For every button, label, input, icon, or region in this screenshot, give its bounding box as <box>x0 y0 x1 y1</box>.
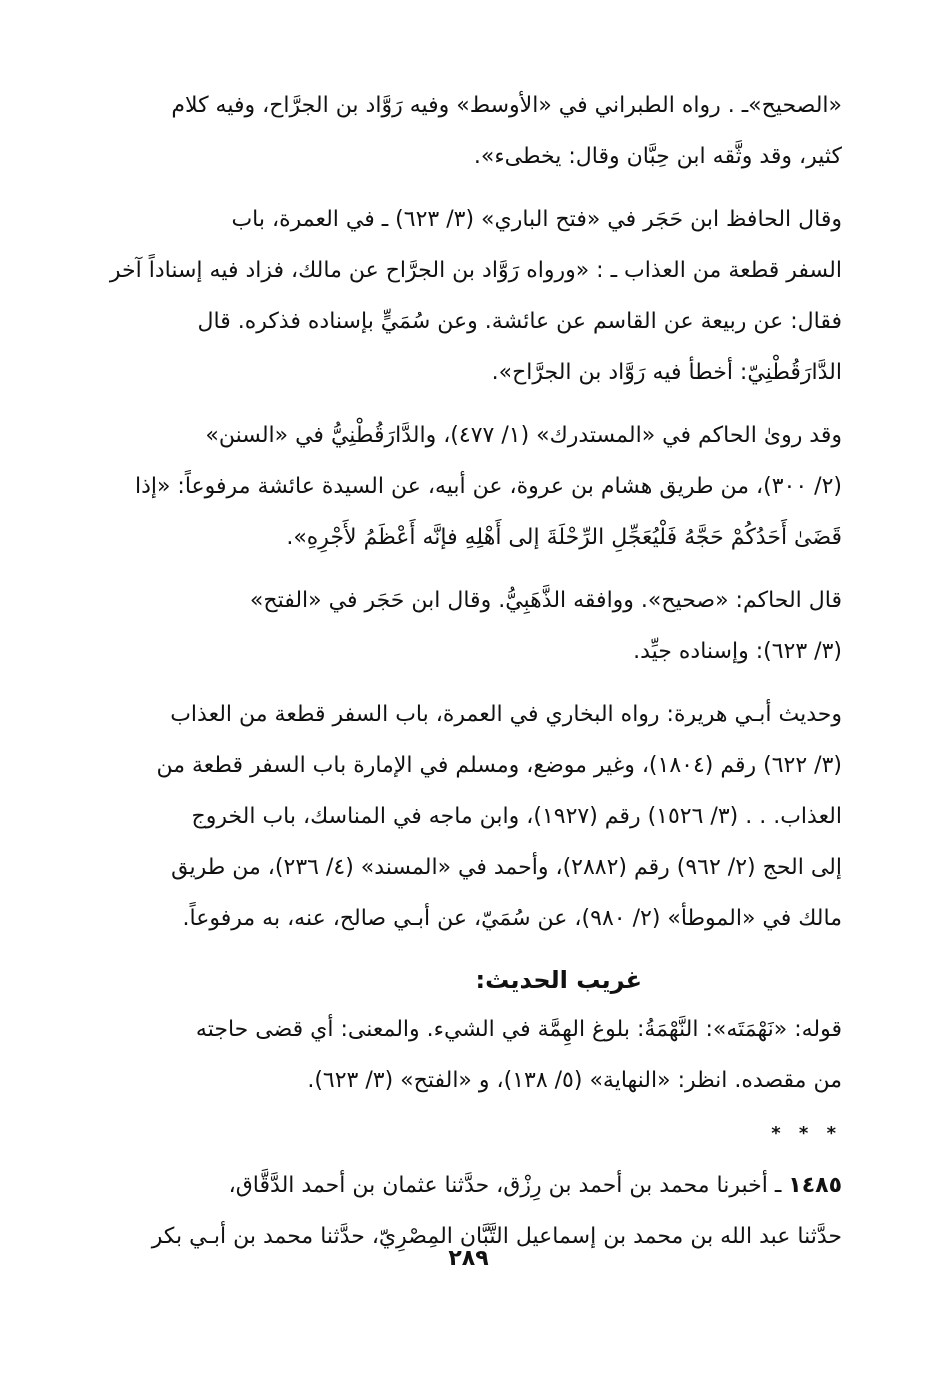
text-line: قَضَىٰ أَحَدُكُمْ حَجَّهُ فَلْيُعَجِّلِ الرِّحْلَةَ إلى أَهْلِهِ فإنَّه أَعْظَمُ لأَجْرِهِ». <box>286 525 842 550</box>
paragraph-ibn-hajar <box>96 194 842 398</box>
text-line: وحديث أبـي هريرة: رواه البخاري في العمرة، باب السفر قطعة من العذاب <box>170 702 842 727</box>
page-body <box>96 80 842 1274</box>
paragraph-hakim-verdict <box>96 575 842 677</box>
text-line: «الصحيح»ـ . رواه الطبراني في «الأوسط» وفيه رَوَّاد بن الجرَّاح، وفيه كلام <box>171 93 842 118</box>
text-line: وقد روىٰ الحاكم في «المستدرك» (١/ ٤٧٧)، والدَّارَقُطْنِيُّ في «السنن» <box>205 423 842 448</box>
text-line: كثير، وقد وثَّقه ابن حِبَّان وقال: يخطىء». <box>473 144 842 169</box>
text-line: من مقصده. انظر: «النهاية» (٥/ ١٣٨)، و «الفتح» (٣/ ٦٢٣). <box>307 1068 842 1093</box>
paragraph-tabarani <box>96 80 842 182</box>
text-line: فقال: عن ربيعة عن القاسم عن عائشة. وعن سُمَيٍّ بإسناده فذكره. قال <box>197 309 842 334</box>
text-line: وقال الحافظ ابن حَجَر في «فتح الباري» (٣/ ٦٢٣) ـ في العمرة، باب <box>231 207 842 232</box>
text-line: حدَّثنا عبد الله بن محمد بن إسماعيل التَّبَّان المِصْرِيّ، حدَّثنا محمد بن أبـي بكر <box>151 1224 842 1249</box>
text-line: العذاب. . . (٣/ ١٥٢٦) رقم (١٩٢٧)، وابن ماجه في المناسك، باب الخروج <box>191 804 842 829</box>
hadith-text: ـ أخبرنا محمد بن أحمد بن رِزْق، حدَّثنا عثمان بن أحمد الدَّقَّاق، <box>228 1173 782 1198</box>
section-separator: * * * <box>771 1123 842 1144</box>
text-line: الدَّارَقُطْنِيّ: أخطأ فيه رَوَّاد بن الجرَّاح». <box>491 360 842 385</box>
paragraph-gharib <box>96 1004 842 1106</box>
section-heading: غريب الحديث: <box>475 966 642 994</box>
text-line: قوله: «نَهْمَتَه»: النَّهْمَةُ: بلوغ الهِمَّة في الشيء. والمعنى: أي قضى حاجته <box>195 1017 842 1042</box>
page-number: ٢٨٩ <box>448 1246 489 1271</box>
text-line <box>96 1160 842 1211</box>
paragraph-hakim <box>96 410 842 563</box>
hadith-number: ١٤٨٥ <box>788 1173 842 1198</box>
text-line: مالك في «الموطأ» (٢/ ٩٨٠)، عن سُمَيّ، عن أبـي صالح، عنه، به مرفوعاً. <box>182 906 842 931</box>
text-line: (٣/ ٦٢٢) رقم (١٨٠٤)، وغير موضع، ومسلم في الإمارة باب السفر قطعة من <box>156 753 842 778</box>
paragraph-abu-hurayra <box>96 689 842 944</box>
text-line: السفر قطعة من العذاب ـ : «ورواه رَوَّاد بن الجرَّاح عن مالك، فزاد فيه إسناداً آخر <box>109 258 842 283</box>
text-line: إلى الحج (٢/ ٩٦٢) رقم (٢٨٨٢)، وأحمد في «المسند» (٤/ ٢٣٦)، من طريق <box>171 855 842 880</box>
text-line: (٣/ ٦٢٣): وإسناده جيِّد. <box>633 639 842 664</box>
text-line: (٢/ ٣٠٠)، من طريق هشام بن عروة، عن أبيه، عن السيدة عائشة مرفوعاً: «إذا <box>134 474 842 499</box>
text-line: قال الحاكم: «صحيح». ووافقه الذَّهَبِيُّ. وقال ابن حَجَر في «الفتح» <box>249 588 842 613</box>
